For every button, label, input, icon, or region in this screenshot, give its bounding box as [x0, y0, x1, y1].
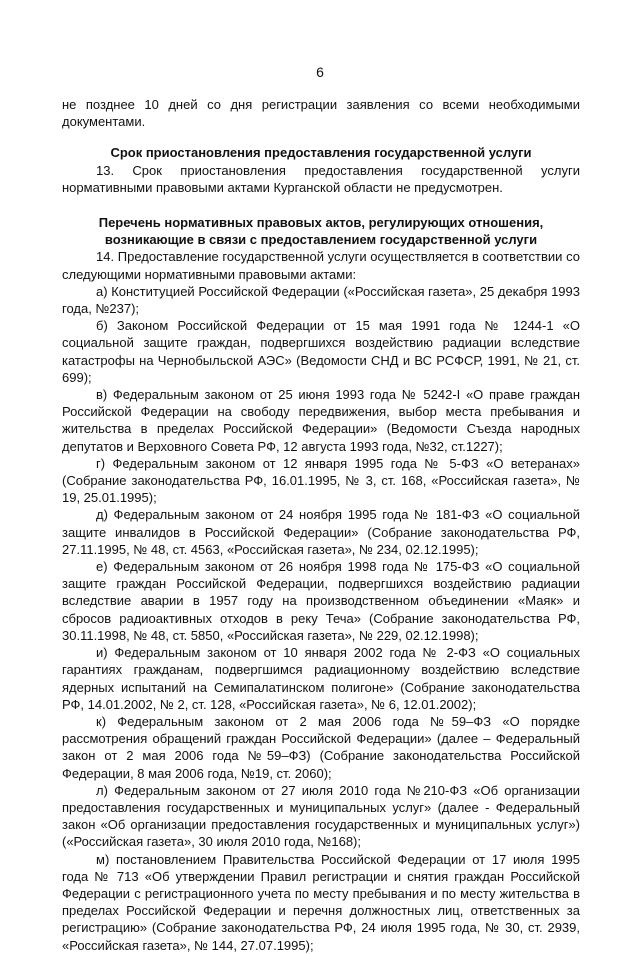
- list-item-d: д) Федеральным законом от 24 ноября 1995 года № 181-ФЗ «О социальной защите инвалидов в Российской Федерации» (Собрание законодательства РФ, 27.11.1995, № 48, ст. 4563, «Российская газета», № 234, 02.12.1995);: [62, 507, 580, 557]
- section-heading-legal-acts: Перечень нормативных правовых актов, регулирующих отношения, возникающие в связи с предоставлением государственной услуги: [98, 215, 544, 248]
- list-item-m: м) постановлением Правительства Российской Федерации от 17 июля 1995 года № 713 «Об утверждении Правил регистрации и снятия граждан Российской Федерации с регистрационного учета по месту пребывания и по месту жительства в пределах Российской Федерации и перечня должностных лиц, ответственных за регистрацию» (Собрание законодательства РФ, 24 июля 1995 года, № 30, ст. 2939, «Российская газета», № 144, 27.07.1995);: [62, 851, 580, 953]
- page-number: 6: [316, 64, 324, 80]
- list-item-l: л) Федеральным законом от 27 июля 2010 года №210-ФЗ «Об организации предоставления государственных и муниципальных услуг» (далее - Федеральный закон «Об организации предоставления государственных и муниципальных услуг») («Российская газета», 30 июля 2010 года, №168);: [62, 782, 580, 850]
- list-item-b: б) Законом Российской Федерации от 15 мая 1991 года № 1244-1 «О социальной защите граждан, подвергшихся воздействию радиации вследствие катастрофы на Чернобыльской АЭС» (Ведомости СНД и ВС РСФСР, 1991, № 21, ст. 699);: [62, 318, 580, 385]
- paragraph-14: 14. Предоставление государственной услуги осуществляется в соответствии со следующими нормативными правовыми актами:: [62, 249, 580, 282]
- list-item-k: к) Федеральным законом от 2 мая 2006 года №59–ФЗ «О порядке рассмотрения обращений граждан Российской Федерации» (далее – Федеральный закон от 2 мая 2006 года №59–ФЗ) (Собрание законодательства Российской Федерации, 8 мая 2006 года, №19, ст. 2060);: [62, 713, 580, 781]
- section-heading-suspension: Срок приостановления предоставления государственной услуги: [110, 145, 532, 161]
- list-item-e: е) Федеральным законом от 26 ноября 1998 года № 175-ФЗ «О социальной защите граждан Российской Федерации, подвергшихся воздействию радиации вследствие аварии в 1957 году на производственном объединении «Маяк» и сбросов радиоактивных отходов в реку Теча» (Собрание законодательства РФ, 30.11.1998, № 48, ст. 5850, «Российская газета», № 229, 02.12.1998);: [62, 559, 580, 643]
- list-item-g: г) Федеральным законом от 12 января 1995 года № 5-ФЗ «О ветеранах» (Собрание законодательства РФ, 16.01.1995, № 3, ст. 168, «Российская газета», № 19, 25.01.1995);: [62, 455, 580, 506]
- continuation-paragraph: не позднее 10 дней со дня регистрации заявления со всеми необходимыми документами.: [62, 97, 580, 130]
- list-item-i: и) Федеральным законом от 10 января 2002 года № 2-ФЗ «О социальных гарантиях гражданам, подвергшимся радиационному воздействию вследствие ядерных испытаний на Семипалатинском полигоне» (Собрание законодательства РФ, 14.01.2002, № 2, ст. 128, «Российская газета», № 6, 12.01.2002);: [62, 645, 580, 712]
- paragraph-13: 13. Срок приостановления предоставления государственной услуги нормативными правовыми актами Курганской области не предусмотрен.: [62, 162, 580, 195]
- list-item-a: а) Конституцией Российской Федерации («Российская газета», 25 декабря 1993 года, №237);: [62, 283, 580, 317]
- page-content: [62, 96, 580, 954]
- list-item-v: в) Федеральным законом от 25 июня 1993 года № 5242-I «О праве граждан Российской Федерации на свободу передвижения, выбор места пребывания и жительства в пределах Российской Федерации» (Ведомости Съезда народных депутатов и Верховного Совета РФ, 12 августа 1993 года, №32, ст.1227);: [62, 387, 580, 454]
